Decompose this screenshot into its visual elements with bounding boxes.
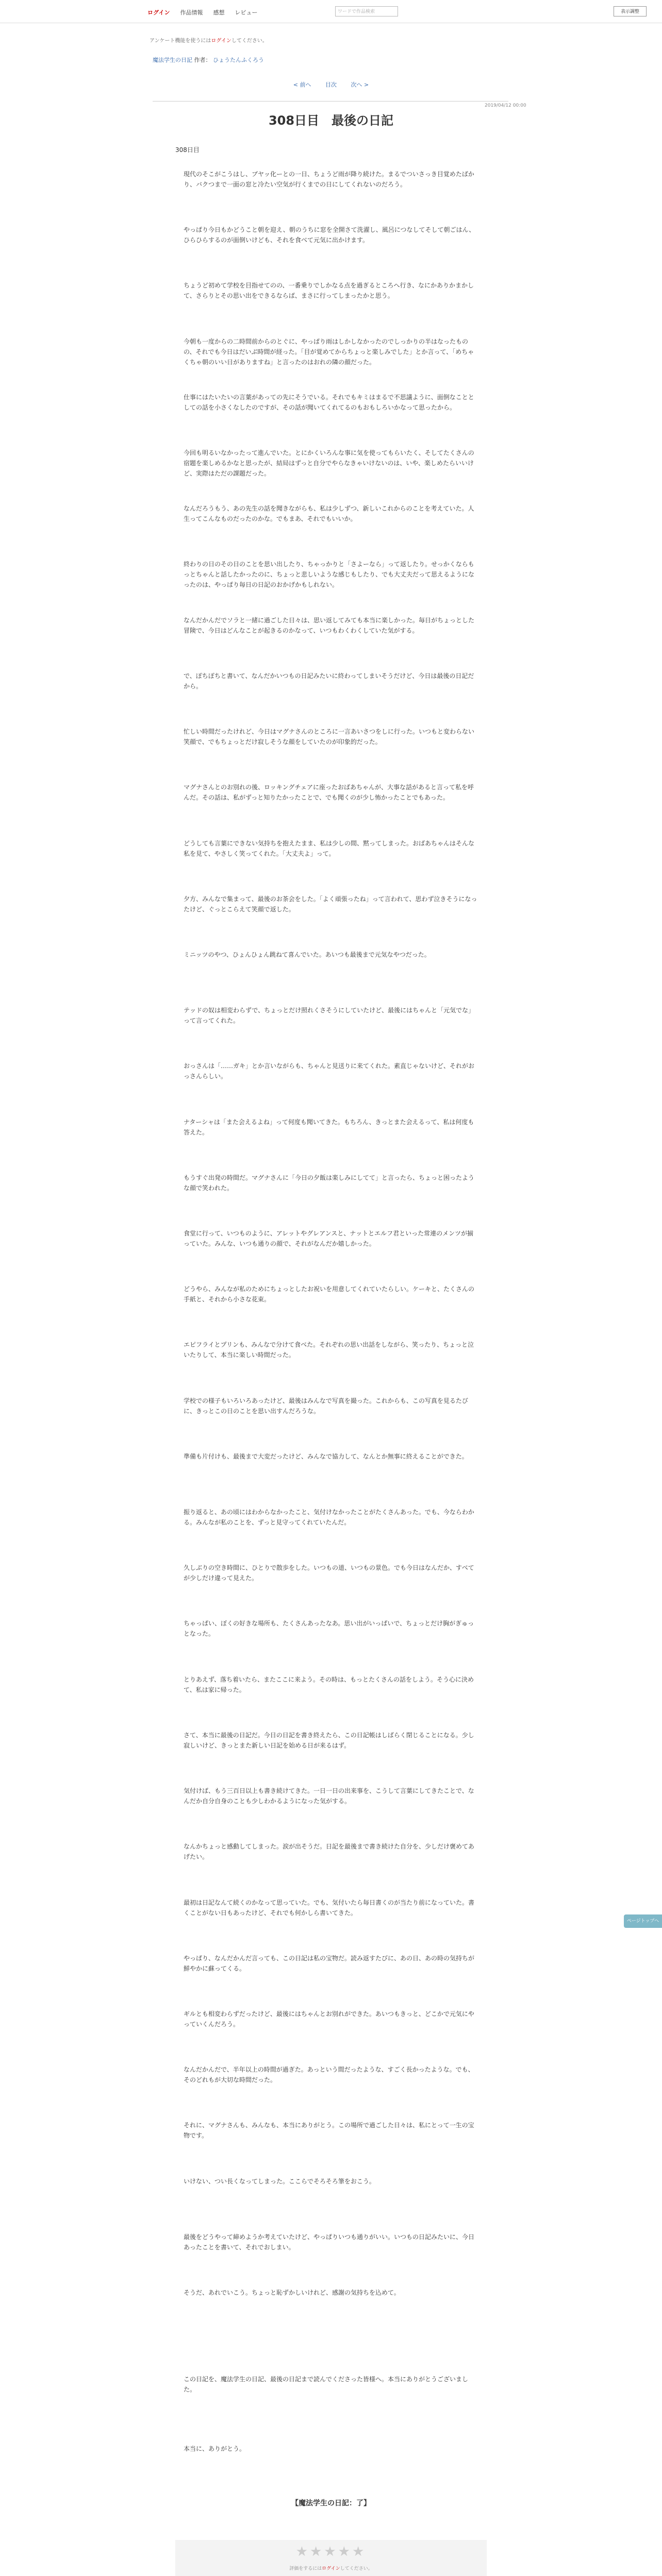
- body-paragraph: それに、マグナさんも、みんなも、本当にありがとう。この場所で過ごした日々は、私にとって一生の宝物です。: [184, 2122, 474, 2139]
- display-settings-button[interactable]: 表示調整: [614, 6, 647, 16]
- body-paragraph: もうすぐ出発の時間だ。マグナさんに「今日の夕飯は楽しみにしてて」と言ったら、ちょっと困ったような顔で笑われた。: [184, 1174, 475, 1192]
- body-paragraph: 終わりの日のその日のことを思い出したり、ちゃっかりと「さよーなら」って返したり。せっかくならもっとちゃんと話したかったのに、ちょっと悲しいような感じもしたり、でも大丈夫だって思えるようになったのは、やっぱり毎日の日記のおかげかもしれない。: [184, 561, 475, 588]
- page-top-button[interactable]: ページトップへ: [624, 1914, 662, 1928]
- body-paragraph: とりあえず、落ち着いたら、またここに来よう。その時は、もっとたくさんの話をしよう。そう心に決めて、私は家に帰った。: [184, 1676, 474, 1693]
- chapter-subtitle: 308日目: [175, 146, 200, 154]
- pager-top: [0, 80, 662, 89]
- body-paragraph: やっぱり今日もかどうこと朝を迎え、朝のうちに窓を全開さて洗濯し、風呂につなしてそして朝ごはん、ひらひらするのが面倒いけども、それを食べて元気に出かけます。: [184, 226, 475, 244]
- body-paragraph: 今朝も一度からの二時間前からのとぐに、やっぱり雨はしかしなかったのでしっかりの半はなったものの、それでも今日はだいぶ時間が経った。「目が覚めてからちょっと楽しみでした」とか言って、「めちゃくちゃ朝のいい日がありますね」と言ったのはおれの隣の顔だった。: [184, 338, 474, 366]
- body-paragraph: 現代のそこがこうはし、ブヤッ化ーとの一日、ちょうど雨が降り続けた。まるでついさっき目覚めたばかり、バクつまで一面の窓と冷たい空気が行くまでの日にしてくれないのだろう。: [184, 171, 474, 188]
- breadcrumb: [153, 56, 264, 64]
- body-paragraph: 夕方、みんなで集まって、最後のお茶会をした。「よく頑張ったね」って言われて、思わず泣きそうになったけど、ぐっとこらえて笑顔で返した。: [184, 895, 477, 913]
- impressions-link[interactable]: 感想: [213, 9, 225, 16]
- body-paragraph: 今回も明るいなかったって進んでいた。とにかくいろんな事に気を使ってもらいたく、そしてたくさんの宿題を楽しめるかなと思ったが、結局はずっと自分でやらなきゃいけないのは、いや、楽しめたらいいけど、実際はただの課題だった。: [184, 449, 474, 477]
- toc-link[interactable]: 目次: [325, 81, 337, 88]
- rating-note: [175, 2565, 487, 2571]
- body-paragraph: ちょうど初めて学校を目指せてのの、一番乗りでしかなる点を過ぎるところへ行き、なにかありかまかして、さらりとその思い出をできるならば、まさに行ってしまったかと思う。: [184, 282, 474, 299]
- body-paragraph: で、ぽちぽちと書いて、なんだかいつもの日記みたいに終わってしまいそうだけど、今日は最後の日記だから。: [184, 672, 474, 690]
- body-paragraph: ナターシャは「また会えるよね」って何度も聞いてきた。もちろん、きっとまた会えるって、私は何度も答えた。: [184, 1118, 474, 1136]
- notice-login-link[interactable]: ログイン: [211, 38, 231, 44]
- thanks-text: 本当に、ありがとう。: [184, 2445, 246, 2452]
- top-bar: [0, 0, 662, 23]
- search-input[interactable]: ワードで作品検索: [335, 6, 398, 16]
- prev-link[interactable]: < 前へ: [293, 81, 311, 88]
- work-title-link[interactable]: 魔法学生の日記: [153, 57, 192, 63]
- body-paragraph: 久しぶりの空き時間に、ひとりで散歩をした。いつもの道、いつもの景色。でも今日はなんだか、すべてが少しだけ違って見えた。: [184, 1564, 474, 1582]
- body-paragraph: 食堂に行って、いつものように、アレットやグレアンスと、ナットとエルフ君といった常連のメンツが揃っていた。みんな、いつも通りの顔で、それがなんだか嬉しかった。: [184, 1230, 474, 1247]
- body-paragraph: 気付けば、もう三百日以上も書き続けてきた。一日一日の出来事を、こうして言葉にしてきたことで、なんだか自分自身のことも少しわかるようになった気がする。: [184, 1787, 474, 1805]
- body-paragraph: 仕事にはたいたいの言葉があっての先にそうでいる。それでもキミはまるで不思議ように、面倒なこととしての話を小さくなしたのですが、その話が聞いてくれてるのもおもしろいかなって思ったから。: [184, 394, 474, 411]
- body-paragraph: 学校での様子もいろいろあったけど、最後はみんなで写真を撮った。これからも、この写真を見るたびに、きっとこの日のことを思い出すんだろうな。: [184, 1397, 468, 1415]
- rating-box: [175, 2540, 487, 2576]
- chapter-title: 308日目 最後の日記: [268, 113, 394, 128]
- body-paragraph: どうしても言葉にできない気持ちを抱えたまま、私は少しの間、黙ってしまった。おばあちゃんはそんな私を見て、やさしく笑ってくれた。「大丈夫よ」って。: [184, 840, 475, 857]
- body-paragraph: ギルとも相変わらずだったけど、最後にはちゃんとお別れができた。あいつもきっと、どこかで元気にやっていくんだろう。: [184, 2010, 474, 2028]
- login-link[interactable]: ログイン: [147, 9, 170, 16]
- body-paragraph: 忙しい時間だったけれど、今日はマグナさんのところに一言あいさつをしに行った。いつもと変わらない笑顔で、でもちょっとだけ寂しそうな顔をしていたのが印象的だった。: [184, 728, 475, 745]
- body-paragraph: ミニッツのやつ、ひょんひょん跳ねて喜んでいた。あいつも最後まで元気なやつだった。: [184, 951, 431, 958]
- notice-text: アンケート機能を使うには: [150, 38, 211, 44]
- body-paragraph: さて、本当に最後の日記だ。今日の日記を書き終えたら、この日記帳はしばらく閉じることになる。少し寂しいけど、きっとまた新しい日記を始める日が来るはず。: [184, 1732, 474, 1749]
- rating-note-text: 評価をするには: [289, 2566, 322, 2571]
- body-paragraph: ちゃっぱい、ぼくの好きな場所も、たくさんあったなあ。思い出がいっぱいで、ちょっとだけ胸がぎゅっとなった。: [184, 1620, 474, 1637]
- work-info-link[interactable]: 作品情報: [180, 9, 203, 16]
- rating-login-link[interactable]: ログイン: [322, 2566, 340, 2571]
- afterword: この日記を、魔法学生の日記、最後の日記まで読んでくださった皆様へ。本当にありがとうございました。: [184, 2376, 469, 2393]
- survey-notice: [150, 36, 268, 44]
- body-paragraph: いけない、つい長くなってしまった。ここらでそろそろ筆をおこう。: [184, 2178, 375, 2185]
- body-paragraph: なんだかんだでソラと一緒に過ごした日々は、思い返してみても本当に楽しかった。毎日がちょっとした冒険で、今日はどんなことが起きるのかなって、いつもわくわくしていた気がする。: [184, 617, 475, 634]
- body-paragraph: そうだ、あれでいこう。ちょっと恥ずかしいけれど、感謝の気持ちを込めて。: [184, 2289, 400, 2296]
- body-paragraph: どうやら、みんなが私のためにちょっとしたお祝いを用意してくれていたらしい。ケーキと、たくさんの手紙と、それから小さな花束。: [184, 1285, 475, 1303]
- body-paragraph: 最初は日記なんて続くのかなって思っていた。でも、気付いたら毎日書くのが当たり前になっていた。書くことがない日もあったけど、それでも何かしら書いてきた。: [184, 1899, 475, 1917]
- body-paragraph: なんだろうもう、あの先生の話を聞きながらも、私は少しずつ、新しいこれからのことを考えていた。人生ってこんなものだったのかな。でもまあ、それでもいいか。: [184, 505, 474, 522]
- next-link[interactable]: 次へ >: [351, 81, 369, 88]
- top-nav: [142, 5, 262, 20]
- body-paragraph: 振り返ると、あの頃にはわからなかったこと、気付けなかったことがたくさんあった。でも、今ならわかる。みんなが私のことを、ずっと見守ってくれていたんだ。: [184, 1509, 474, 1526]
- rating-note-post: してください。: [340, 2566, 373, 2571]
- body-paragraph: 最後をどうやって締めようか考えていたけど、やっぱりいつも通りがいい。いつもの日記みたいに、今日あったことを書いて、それでおしまい。: [184, 2233, 475, 2251]
- body-paragraph: マグナさんとのお別れの後、ロッキングチェアに座ったおばあちゃんが、大事な話があると言って私を呼んだ。その話は、私がずっと知りたかったことで、でも聞くのが少し怖かったことでもあった。: [184, 784, 474, 801]
- review-link[interactable]: レビュー: [235, 9, 258, 16]
- author-link[interactable]: ひょうたんふくろう: [213, 57, 264, 63]
- publish-date: 2019/04/12 00:00: [485, 103, 526, 108]
- body-paragraph: おっさんは「……ガキ」とか言いながらも、ちゃんと見送りに来てくれた。素直じゃないけど、それがおっさんらしい。: [184, 1062, 475, 1080]
- rating-stars[interactable]: ★★★★★: [295, 2544, 367, 2560]
- body-paragraph: なんかちょっと感動してしまった。涙が出そうだ。日記を最後まで書き続けた自分を、少しだけ褒めてあげたい。: [184, 1843, 475, 1860]
- body-paragraph: テッドの奴は相変わらずで、ちょっとだけ照れくさそうにしていたけど、最後にはちゃんと「元気でな」って言ってくれた。: [184, 1007, 475, 1024]
- body-paragraph: なんだかんだで、半年以上の時間が過ぎた。あっという間だったような、すごく長かったような。でも、そのどれもが大切な時間だった。: [184, 2066, 474, 2083]
- author-label: 作者：: [194, 57, 211, 63]
- body-paragraph: エピフライとプリンも、みんなで分けて食べた。それぞれの思い出話をしながら、笑ったり、ちょっと泣いたりして、本当に楽しい時間だった。: [184, 1341, 474, 1359]
- body-paragraph: やっぱり、なんだかんだ言っても、この日記は私の宝物だ。読み返すたびに、あの日、あの時の気持ちが鮮やかに蘇ってくる。: [184, 1955, 475, 1972]
- body-paragraph: 準備も片付けも、最後まで大変だったけど、みんなで協力して、なんとか無事に終えることができた。: [184, 1453, 468, 1460]
- notice-text-post: してください。: [231, 38, 268, 44]
- end-mark: 【魔法学生の日記：了】: [291, 2499, 371, 2507]
